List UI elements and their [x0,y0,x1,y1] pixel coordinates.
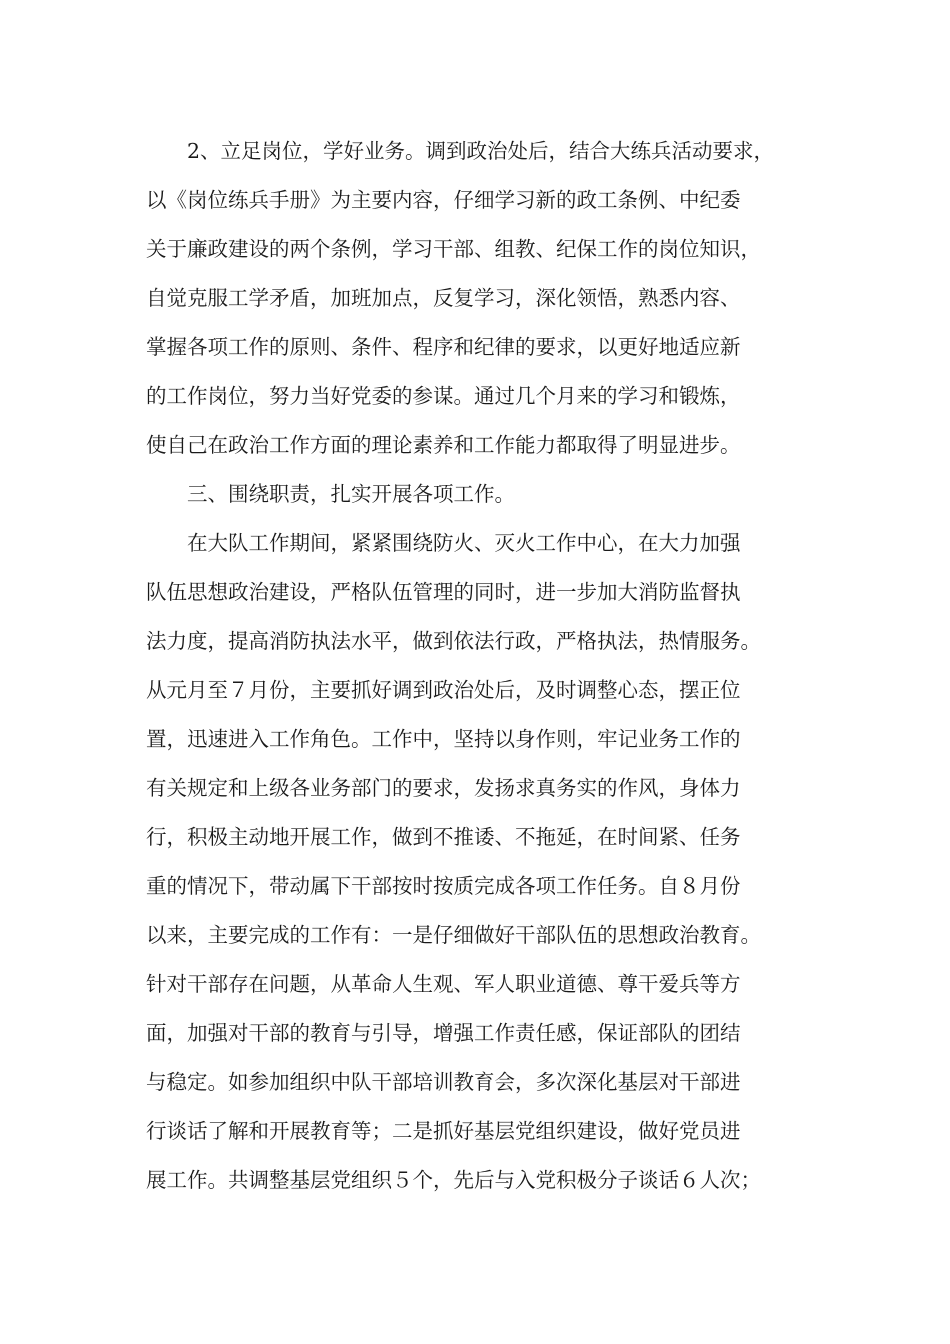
paragraph-line: 使自己在政治工作方面的理论素养和工作能力都取得了明显进步。 [146,433,741,457]
paragraph-line: 以来，主要完成的工作有：一是仔细做好干部队伍的思想政治教育。 [146,923,761,947]
paragraph-line: 在大队工作期间，紧紧围绕防火、灭火工作中心，在大力加强 [187,531,741,555]
paragraph-line: 以《岗位练兵手册》为主要内容，仔细学习新的政工条例、中纪委 [146,188,741,212]
paragraph-line: 的工作岗位，努力当好党委的参谋。通过几个月来的学习和锻炼， [146,384,741,408]
paragraph-line: 队伍思想政治建设，严格队伍管理的同时，进一步加大消防监督执 [146,580,741,604]
paragraph-line: 针对干部存在问题，从革命人生观、军人职业道德、尊干爱兵等方 [146,972,741,996]
paragraph-line: 关于廉政建设的两个条例，学习干部、组教、纪保工作的岗位知识， [146,237,761,261]
paragraph-line: 面，加强对干部的教育与引导，增强工作责任感，保证部队的团结 [146,1021,741,1045]
paragraph-line: 从元月至７月份，主要抓好调到政治处后，及时调整心态，摆正位 [146,678,741,702]
paragraph-line: 行，积极主动地开展工作，做到不推诿、不拖延，在时间紧、任务 [146,825,741,849]
section-heading: 三、围绕职责，扎实开展各项工作。 [187,482,515,506]
paragraph-line: 展工作。共调整基层党组织５个，先后与入党积极分子谈话６人次； [146,1168,761,1192]
paragraph-line: 自觉克服工学矛盾，加班加点，反复学习，深化领悟，熟悉内容、 [146,286,741,310]
paragraph-line: 与稳定。如参加组织中队干部培训教育会，多次深化基层对干部进 [146,1070,741,1094]
paragraph-line: 2、立足岗位，学好业务。调到政治处后，结合大练兵活动要求， [187,139,775,163]
paragraph-line: 掌握各项工作的原则、条件、程序和纪律的要求，以更好地适应新 [146,335,741,359]
paragraph-line: 行谈话了解和开展教育等；二是抓好基层党组织建设，做好党员进 [146,1119,741,1143]
paragraph-line: 置，迅速进入工作角色。工作中，坚持以身作则，牢记业务工作的 [146,727,741,751]
paragraph-line: 重的情况下，带动属下干部按时按质完成各项工作任务。自８月份 [146,874,741,898]
paragraph-line: 有关规定和上级各业务部门的要求，发扬求真务实的作风，身体力 [146,776,741,800]
paragraph-line: 法力度，提高消防执法水平，做到依法行政，严格执法，热情服务。 [146,629,761,653]
